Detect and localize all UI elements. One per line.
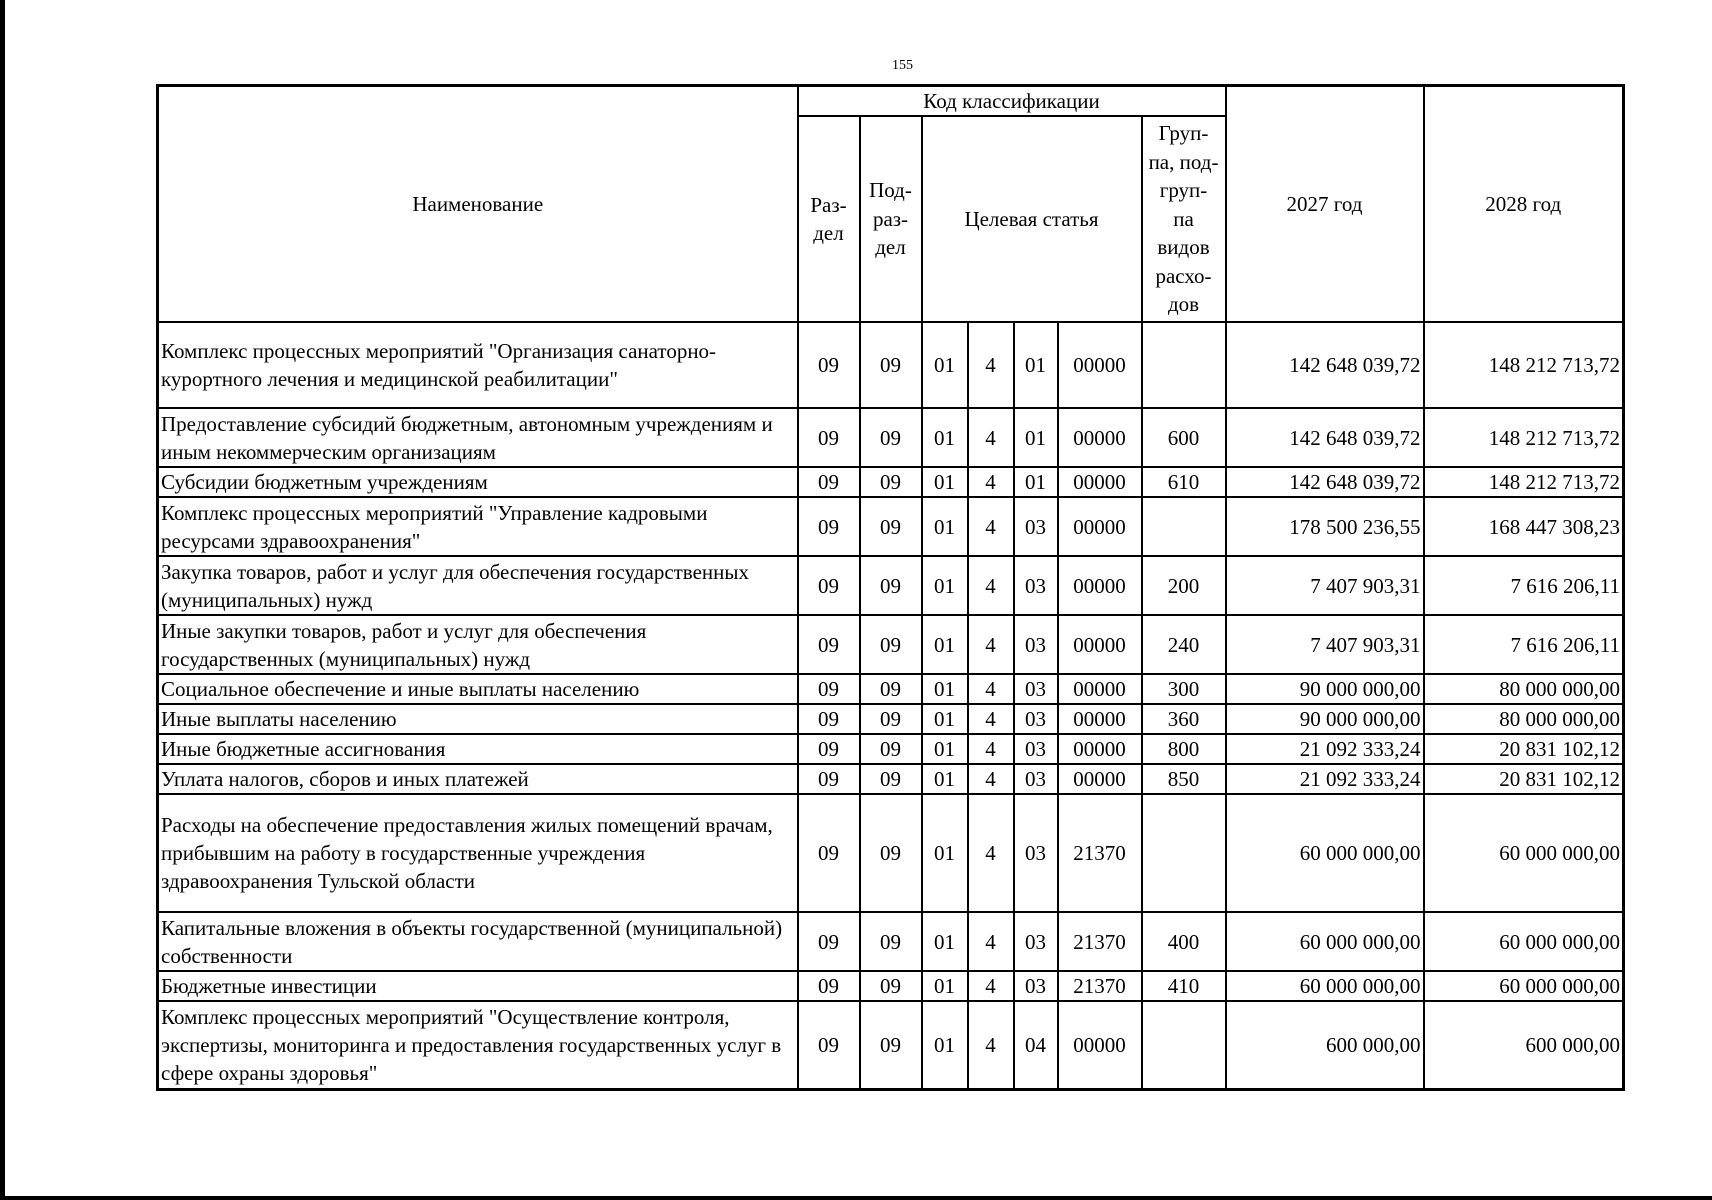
row-cs-type: 4 [968, 1001, 1014, 1089]
table-row [158, 734, 1624, 764]
row-amount-2028: 20 831 102,12 [1424, 764, 1624, 794]
row-cs-structural: 03 [1014, 674, 1058, 704]
row-cs-program: 01 [922, 912, 968, 971]
row-razdel: 09 [798, 497, 860, 556]
row-name: Уплата налогов, сборов и иных платежей [158, 764, 798, 794]
row-cs-program: 01 [922, 764, 968, 794]
row-podrazdel: 09 [860, 556, 922, 615]
row-amount-2028: 20 831 102,12 [1424, 734, 1624, 764]
row-name: Комплекс процессных мероприятий "Организация санаторно-курортного лечения и медицинской реабилитации" [158, 322, 798, 408]
row-cs-program: 01 [922, 1001, 968, 1089]
row-vr [1142, 1001, 1226, 1089]
row-podrazdel: 09 [860, 615, 922, 674]
row-name: Социальное обеспечение и иные выплаты населению [158, 674, 798, 704]
row-cs-direction: 21370 [1058, 971, 1142, 1001]
row-cs-type: 4 [968, 912, 1014, 971]
row-cs-structural: 03 [1014, 615, 1058, 674]
row-vr: 240 [1142, 615, 1226, 674]
row-cs-structural: 01 [1014, 322, 1058, 408]
row-cs-structural: 03 [1014, 764, 1058, 794]
row-podrazdel: 09 [860, 408, 922, 467]
row-cs-structural: 01 [1014, 408, 1058, 467]
row-cs-structural: 03 [1014, 912, 1058, 971]
row-cs-structural: 04 [1014, 1001, 1058, 1089]
row-podrazdel: 09 [860, 1001, 922, 1089]
row-amount-2027: 600 000,00 [1226, 1001, 1424, 1089]
row-cs-program: 01 [922, 704, 968, 734]
row-razdel: 09 [798, 734, 860, 764]
row-vr [1142, 322, 1226, 408]
row-amount-2027: 21 092 333,24 [1226, 764, 1424, 794]
row-amount-2028: 148 212 713,72 [1424, 467, 1624, 497]
row-amount-2028: 148 212 713,72 [1424, 408, 1624, 467]
row-cs-type: 4 [968, 467, 1014, 497]
row-name: Предоставление субсидий бюджетным, автономным учреждениям и иным некоммерческим организациям [158, 408, 798, 467]
row-podrazdel: 09 [860, 764, 922, 794]
row-razdel: 09 [798, 556, 860, 615]
row-vr: 200 [1142, 556, 1226, 615]
row-cs-direction: 00000 [1058, 497, 1142, 556]
row-cs-program: 01 [922, 467, 968, 497]
row-amount-2027: 90 000 000,00 [1226, 674, 1424, 704]
row-razdel: 09 [798, 1001, 860, 1089]
row-name: Субсидии бюджетным учреждениям [158, 467, 798, 497]
row-cs-direction: 00000 [1058, 408, 1142, 467]
row-cs-type: 4 [968, 794, 1014, 912]
table-row [158, 467, 1624, 497]
row-cs-program: 01 [922, 497, 968, 556]
row-cs-direction: 00000 [1058, 1001, 1142, 1089]
header-row-1 [158, 86, 1624, 117]
table-row [158, 615, 1624, 674]
row-podrazdel: 09 [860, 971, 922, 1001]
row-cs-direction: 00000 [1058, 615, 1142, 674]
row-amount-2027: 142 648 039,72 [1226, 322, 1424, 408]
row-podrazdel: 09 [860, 704, 922, 734]
header-classification-code: Код классификации [798, 86, 1226, 117]
table-row [158, 704, 1624, 734]
row-razdel: 09 [798, 912, 860, 971]
row-name: Капитальные вложения в объекты государственной (муниципальной) собственности [158, 912, 798, 971]
row-vr [1142, 794, 1226, 912]
row-cs-direction: 21370 [1058, 794, 1142, 912]
row-razdel: 09 [798, 764, 860, 794]
row-cs-program: 01 [922, 734, 968, 764]
header-gruppa-vidov-rashodov: Груп- па, под- груп- па видов расхо- дов [1142, 116, 1226, 322]
row-razdel: 09 [798, 322, 860, 408]
row-cs-direction: 00000 [1058, 674, 1142, 704]
row-cs-structural: 03 [1014, 794, 1058, 912]
row-razdel: 09 [798, 467, 860, 497]
row-cs-program: 01 [922, 322, 968, 408]
row-vr [1142, 497, 1226, 556]
row-cs-type: 4 [968, 322, 1014, 408]
row-vr: 410 [1142, 971, 1226, 1001]
table-row [158, 1001, 1624, 1089]
row-podrazdel: 09 [860, 322, 922, 408]
row-podrazdel: 09 [860, 912, 922, 971]
table-row [158, 674, 1624, 704]
row-cs-structural: 03 [1014, 497, 1058, 556]
row-cs-direction: 21370 [1058, 912, 1142, 971]
row-podrazdel: 09 [860, 734, 922, 764]
table-row [158, 912, 1624, 971]
row-cs-direction: 00000 [1058, 322, 1142, 408]
table-row [158, 408, 1624, 467]
row-amount-2028: 80 000 000,00 [1424, 674, 1624, 704]
table-row [158, 764, 1624, 794]
row-name: Иные выплаты населению [158, 704, 798, 734]
row-amount-2028: 60 000 000,00 [1424, 912, 1624, 971]
row-cs-type: 4 [968, 497, 1014, 556]
row-cs-type: 4 [968, 674, 1014, 704]
row-amount-2028: 60 000 000,00 [1424, 971, 1624, 1001]
row-cs-direction: 00000 [1058, 704, 1142, 734]
row-vr: 400 [1142, 912, 1226, 971]
row-cs-structural: 03 [1014, 971, 1058, 1001]
row-cs-direction: 00000 [1058, 556, 1142, 615]
row-name: Закупка товаров, работ и услуг для обеспечения государственных (муниципальных) нужд [158, 556, 798, 615]
header-name: Наименование [158, 86, 798, 323]
row-razdel: 09 [798, 794, 860, 912]
row-amount-2027: 142 648 039,72 [1226, 467, 1424, 497]
row-amount-2027: 21 092 333,24 [1226, 734, 1424, 764]
row-vr: 300 [1142, 674, 1226, 704]
row-razdel: 09 [798, 704, 860, 734]
row-cs-program: 01 [922, 615, 968, 674]
row-vr: 850 [1142, 764, 1226, 794]
row-cs-type: 4 [968, 615, 1014, 674]
row-amount-2028: 148 212 713,72 [1424, 322, 1624, 408]
row-podrazdel: 09 [860, 497, 922, 556]
row-name: Иные бюджетные ассигнования [158, 734, 798, 764]
row-amount-2028: 7 616 206,11 [1424, 556, 1624, 615]
row-name: Комплекс процессных мероприятий "Управление кадровыми ресурсами здравоохранения" [158, 497, 798, 556]
row-amount-2027: 7 407 903,31 [1226, 615, 1424, 674]
row-cs-type: 4 [968, 971, 1014, 1001]
row-cs-structural: 01 [1014, 467, 1058, 497]
budget-table [156, 84, 1625, 1091]
row-razdel: 09 [798, 674, 860, 704]
row-amount-2027: 60 000 000,00 [1226, 794, 1424, 912]
row-amount-2028: 60 000 000,00 [1424, 794, 1624, 912]
header-podrazdel: Под- раз- дел [860, 116, 922, 322]
row-cs-direction: 00000 [1058, 467, 1142, 497]
row-amount-2027: 178 500 236,55 [1226, 497, 1424, 556]
row-name: Комплекс процессных мероприятий "Осуществление контроля, экспертизы, мониторинга и предоставления государственных услуг в сфере охраны здоровья" [158, 1001, 798, 1089]
row-name: Бюджетные инвестиции [158, 971, 798, 1001]
row-amount-2027: 60 000 000,00 [1226, 971, 1424, 1001]
row-cs-direction: 00000 [1058, 764, 1142, 794]
row-podrazdel: 09 [860, 674, 922, 704]
row-cs-type: 4 [968, 556, 1014, 615]
table-row [158, 971, 1624, 1001]
row-name: Иные закупки товаров, работ и услуг для обеспечения государственных (муниципальных) нужд [158, 615, 798, 674]
row-cs-program: 01 [922, 794, 968, 912]
header-year-2028: 2028 год [1424, 86, 1624, 323]
row-cs-type: 4 [968, 408, 1014, 467]
row-cs-program: 01 [922, 556, 968, 615]
row-razdel: 09 [798, 615, 860, 674]
row-cs-structural: 03 [1014, 734, 1058, 764]
row-cs-structural: 03 [1014, 556, 1058, 615]
table-row [158, 322, 1624, 408]
row-amount-2027: 60 000 000,00 [1226, 912, 1424, 971]
row-cs-program: 01 [922, 408, 968, 467]
row-vr: 600 [1142, 408, 1226, 467]
row-razdel: 09 [798, 408, 860, 467]
table-row [158, 556, 1624, 615]
row-cs-type: 4 [968, 704, 1014, 734]
row-cs-type: 4 [968, 764, 1014, 794]
table-row [158, 497, 1624, 556]
row-amount-2027: 90 000 000,00 [1226, 704, 1424, 734]
row-podrazdel: 09 [860, 794, 922, 912]
row-podrazdel: 09 [860, 467, 922, 497]
header-razdel: Раз- дел [798, 116, 860, 322]
row-amount-2027: 142 648 039,72 [1226, 408, 1424, 467]
row-cs-program: 01 [922, 674, 968, 704]
row-amount-2028: 600 000,00 [1424, 1001, 1624, 1089]
row-vr: 610 [1142, 467, 1226, 497]
row-amount-2028: 80 000 000,00 [1424, 704, 1624, 734]
row-amount-2028: 7 616 206,11 [1424, 615, 1624, 674]
row-cs-program: 01 [922, 971, 968, 1001]
row-amount-2028: 168 447 308,23 [1424, 497, 1624, 556]
header-year-2027: 2027 год [1226, 86, 1424, 323]
header-celevaya-statya: Целевая статья [922, 116, 1142, 322]
row-razdel: 09 [798, 971, 860, 1001]
row-cs-type: 4 [968, 734, 1014, 764]
row-cs-direction: 00000 [1058, 734, 1142, 764]
row-amount-2027: 7 407 903,31 [1226, 556, 1424, 615]
row-vr: 800 [1142, 734, 1226, 764]
page-number: 155 [892, 58, 913, 73]
row-cs-structural: 03 [1014, 704, 1058, 734]
row-name: Расходы на обеспечение предоставления жилых помещений врачам, прибывшим на работу в государственные учреждения здравоохранения Тульской области [158, 794, 798, 912]
row-vr: 360 [1142, 704, 1226, 734]
table-row [158, 794, 1624, 912]
